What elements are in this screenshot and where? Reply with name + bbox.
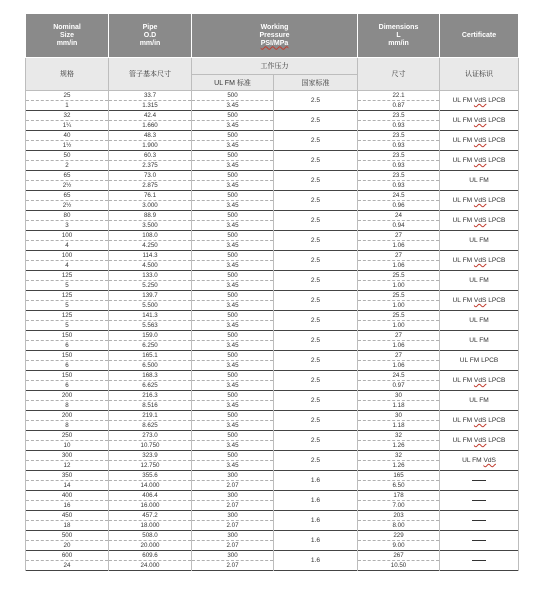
- table-row: [26, 271, 519, 281]
- od-mm-cell: 508.0: [109, 531, 192, 541]
- size-in-cell: 16: [26, 501, 109, 511]
- national-standard-cell: 2.5: [274, 451, 358, 471]
- national-standard-cell: 2.5: [274, 291, 358, 311]
- size-mm-cell: 150: [26, 331, 109, 341]
- psi-cell: 500: [192, 271, 274, 281]
- od-in-cell: 5.250: [109, 281, 192, 291]
- header-pipe-od: Pipe O.D mm/in: [109, 14, 192, 58]
- length-mm-cell: 32: [358, 431, 440, 441]
- table-row: [26, 471, 519, 481]
- length-in-cell: 0.93: [358, 161, 440, 171]
- national-standard-cell: 2.5: [274, 231, 358, 251]
- od-mm-cell: 141.3: [109, 311, 192, 321]
- od-in-cell: 6.625: [109, 381, 192, 391]
- psi-cell: 500: [192, 151, 274, 161]
- certificate-cell: UL FM VdS LPCB: [440, 431, 519, 451]
- size-mm-cell: 125: [26, 291, 109, 301]
- size-mm-cell: 100: [26, 251, 109, 261]
- length-mm-cell: 27: [358, 231, 440, 241]
- mpa-cell: 3.45: [192, 381, 274, 391]
- mpa-cell: 3.45: [192, 341, 274, 351]
- size-mm-cell: 65: [26, 191, 109, 201]
- size-mm-cell: 250: [26, 431, 109, 441]
- od-mm-cell: 76.1: [109, 191, 192, 201]
- certificate-cell: UL FM VdS LPCB: [440, 111, 519, 131]
- no-certificate-dash: [472, 500, 486, 501]
- national-standard-cell: 1.6: [274, 531, 358, 551]
- mpa-cell: 2.07: [192, 541, 274, 551]
- od-in-cell: 14.000: [109, 481, 192, 491]
- mpa-cell: 3.45: [192, 461, 274, 471]
- size-in-cell: 1¼: [26, 121, 109, 131]
- od-in-cell: 3.500: [109, 221, 192, 231]
- size-mm-cell: 150: [26, 351, 109, 361]
- mpa-cell: 3.45: [192, 101, 274, 111]
- od-mm-cell: 323.9: [109, 451, 192, 461]
- size-in-cell: 1½: [26, 141, 109, 151]
- od-in-cell: 8.516: [109, 401, 192, 411]
- table-row: [26, 191, 519, 201]
- psi-cell: 500: [192, 331, 274, 341]
- size-mm-cell: 125: [26, 271, 109, 281]
- table-row: [26, 351, 519, 361]
- od-mm-cell: 108.0: [109, 231, 192, 241]
- length-mm-cell: 27: [358, 351, 440, 361]
- psi-cell: 500: [192, 111, 274, 121]
- od-in-cell: 18.000: [109, 521, 192, 531]
- size-mm-cell: 40: [26, 131, 109, 141]
- length-in-cell: 0.87: [358, 101, 440, 111]
- size-mm-cell: 100: [26, 231, 109, 241]
- table-row: [26, 451, 519, 461]
- certificate-cell: UL FM: [440, 391, 519, 411]
- od-in-cell: 12.750: [109, 461, 192, 471]
- national-standard-cell: 2.5: [274, 211, 358, 231]
- table-row: [26, 511, 519, 521]
- table-row: [26, 331, 519, 341]
- national-standard-cell: 2.5: [274, 431, 358, 451]
- od-mm-cell: 133.0: [109, 271, 192, 281]
- size-mm-cell: 500: [26, 531, 109, 541]
- od-in-cell: 8.625: [109, 421, 192, 431]
- chinese-header-row: [26, 58, 519, 75]
- certificate-cell: UL FM VdS LPCB: [440, 251, 519, 271]
- size-mm-cell: 600: [26, 551, 109, 561]
- certificate-cell: UL FM VdS LPCB: [440, 291, 519, 311]
- psi-cell: 500: [192, 231, 274, 241]
- od-in-cell: 4.250: [109, 241, 192, 251]
- table-row: [26, 171, 519, 181]
- header-cn-national: 国家标准: [274, 75, 358, 91]
- mpa-cell: 3.45: [192, 441, 274, 451]
- certificate-cell: UL FM: [440, 171, 519, 191]
- size-in-cell: 18: [26, 521, 109, 531]
- length-in-cell: 1.06: [358, 341, 440, 351]
- table-row: [26, 131, 519, 141]
- header-working-pressure: Working Pressure PSI/MPa: [192, 14, 358, 58]
- mpa-cell: 3.45: [192, 401, 274, 411]
- od-in-cell: 20.000: [109, 541, 192, 551]
- length-mm-cell: 27: [358, 251, 440, 261]
- length-mm-cell: 30: [358, 411, 440, 421]
- size-mm-cell: 200: [26, 391, 109, 401]
- od-mm-cell: 73.0: [109, 171, 192, 181]
- mpa-cell: 3.45: [192, 301, 274, 311]
- length-mm-cell: 24: [358, 211, 440, 221]
- certificate-cell: UL FM VdS LPCB: [440, 211, 519, 231]
- certificate-cell: UL FM: [440, 271, 519, 291]
- od-in-cell: 2.375: [109, 161, 192, 171]
- od-mm-cell: 273.0: [109, 431, 192, 441]
- certificate-cell: UL FM VdS LPCB: [440, 151, 519, 171]
- size-in-cell: 24: [26, 561, 109, 571]
- od-mm-cell: 33.7: [109, 91, 192, 101]
- length-in-cell: 1.06: [358, 261, 440, 271]
- psi-cell: 500: [192, 171, 274, 181]
- psi-cell: 500: [192, 391, 274, 401]
- mpa-cell: 3.45: [192, 201, 274, 211]
- size-mm-cell: 450: [26, 511, 109, 521]
- size-in-cell: 1: [26, 101, 109, 111]
- mpa-cell: 2.07: [192, 481, 274, 491]
- header-cn-dimension: 尺寸: [358, 58, 440, 91]
- length-in-cell: 1.00: [358, 301, 440, 311]
- psi-cell: 500: [192, 411, 274, 421]
- psi-cell: 500: [192, 191, 274, 201]
- length-in-cell: 0.96: [358, 201, 440, 211]
- length-in-cell: 8.00: [358, 521, 440, 531]
- header-certificate: Certificate: [440, 14, 519, 58]
- table-row: [26, 431, 519, 441]
- certificate-cell: UL FM: [440, 231, 519, 251]
- length-in-cell: 0.94: [358, 221, 440, 231]
- od-in-cell: 5.563: [109, 321, 192, 331]
- psi-cell: 500: [192, 431, 274, 441]
- pipe-spec-sheet: [25, 13, 518, 571]
- no-certificate-dash: [472, 540, 486, 541]
- psi-cell: 500: [192, 371, 274, 381]
- od-in-cell: 3.000: [109, 201, 192, 211]
- national-standard-cell: 2.5: [274, 151, 358, 171]
- certificate-cell: UL FM VdS: [440, 451, 519, 471]
- size-in-cell: 6: [26, 361, 109, 371]
- length-mm-cell: 22.1: [358, 91, 440, 101]
- size-mm-cell: 350: [26, 471, 109, 481]
- psi-cell: 500: [192, 131, 274, 141]
- length-in-cell: 1.26: [358, 441, 440, 451]
- length-mm-cell: 165: [358, 471, 440, 481]
- certificate-cell: [440, 531, 519, 551]
- table-row: [26, 531, 519, 541]
- size-in-cell: 3: [26, 221, 109, 231]
- certificate-cell: UL FM LPCB: [440, 351, 519, 371]
- length-mm-cell: 229: [358, 531, 440, 541]
- certificate-cell: [440, 471, 519, 491]
- od-in-cell: 6.250: [109, 341, 192, 351]
- od-mm-cell: 48.3: [109, 131, 192, 141]
- table-row: [26, 311, 519, 321]
- psi-cell: 500: [192, 211, 274, 221]
- size-in-cell: 6: [26, 341, 109, 351]
- national-standard-cell: 1.6: [274, 511, 358, 531]
- od-mm-cell: 457.2: [109, 511, 192, 521]
- certificate-cell: UL FM: [440, 311, 519, 331]
- mpa-cell: 2.07: [192, 561, 274, 571]
- size-in-cell: 4: [26, 261, 109, 271]
- size-mm-cell: 150: [26, 371, 109, 381]
- size-mm-cell: 80: [26, 211, 109, 221]
- certificate-cell: [440, 511, 519, 531]
- national-standard-cell: 1.6: [274, 551, 358, 571]
- national-standard-cell: 2.5: [274, 111, 358, 131]
- length-mm-cell: 23.5: [358, 171, 440, 181]
- length-in-cell: 6.50: [358, 481, 440, 491]
- length-mm-cell: 25.5: [358, 291, 440, 301]
- length-mm-cell: 30: [358, 391, 440, 401]
- national-standard-cell: 2.5: [274, 371, 358, 391]
- size-in-cell: 10: [26, 441, 109, 451]
- size-mm-cell: 32: [26, 111, 109, 121]
- length-in-cell: 7.00: [358, 501, 440, 511]
- size-mm-cell: 400: [26, 491, 109, 501]
- psi-cell: 500: [192, 451, 274, 461]
- size-in-cell: 6: [26, 381, 109, 391]
- mpa-cell: 3.45: [192, 141, 274, 151]
- table-row: [26, 111, 519, 121]
- header-nominal-size: Nominal Size mm/in: [26, 14, 109, 58]
- no-certificate-dash: [472, 480, 486, 481]
- size-mm-cell: 300: [26, 451, 109, 461]
- od-in-cell: 24.000: [109, 561, 192, 571]
- table-row: [26, 551, 519, 561]
- psi-cell: 500: [192, 351, 274, 361]
- table-row: [26, 411, 519, 421]
- table-row: [26, 371, 519, 381]
- od-mm-cell: 165.1: [109, 351, 192, 361]
- od-mm-cell: 609.6: [109, 551, 192, 561]
- length-mm-cell: 23.5: [358, 111, 440, 121]
- mpa-cell: 3.45: [192, 121, 274, 131]
- size-mm-cell: 25: [26, 91, 109, 101]
- size-in-cell: 2½: [26, 201, 109, 211]
- header-cn-certificate: 认证标识: [440, 58, 519, 91]
- mpa-cell: 3.45: [192, 161, 274, 171]
- national-standard-cell: 2.5: [274, 331, 358, 351]
- od-in-cell: 6.500: [109, 361, 192, 371]
- od-in-cell: 4.500: [109, 261, 192, 271]
- national-standard-cell: 2.5: [274, 251, 358, 271]
- length-in-cell: 1.26: [358, 461, 440, 471]
- length-in-cell: 10.50: [358, 561, 440, 571]
- mpa-cell: 2.07: [192, 501, 274, 511]
- od-mm-cell: 216.3: [109, 391, 192, 401]
- length-in-cell: 1.18: [358, 401, 440, 411]
- length-mm-cell: 24.5: [358, 371, 440, 381]
- header-cn-size: 规格: [26, 58, 109, 91]
- size-in-cell: 5: [26, 321, 109, 331]
- size-in-cell: 2½: [26, 181, 109, 191]
- length-mm-cell: 23.5: [358, 131, 440, 141]
- length-mm-cell: 23.5: [358, 151, 440, 161]
- header-cn-ulfm: UL FM 标准: [192, 75, 274, 91]
- length-in-cell: 0.93: [358, 121, 440, 131]
- mpa-cell: 3.45: [192, 221, 274, 231]
- table-row: [26, 291, 519, 301]
- national-standard-cell: 2.5: [274, 91, 358, 111]
- mpa-cell: 3.45: [192, 281, 274, 291]
- national-standard-cell: 1.6: [274, 491, 358, 511]
- size-mm-cell: 200: [26, 411, 109, 421]
- mpa-cell: 2.07: [192, 521, 274, 531]
- certificate-cell: [440, 551, 519, 571]
- national-standard-cell: 2.5: [274, 191, 358, 211]
- length-mm-cell: 267: [358, 551, 440, 561]
- od-mm-cell: 219.1: [109, 411, 192, 421]
- mpa-cell: 3.45: [192, 361, 274, 371]
- national-standard-cell: 2.5: [274, 311, 358, 331]
- length-mm-cell: 25.5: [358, 311, 440, 321]
- table-row: [26, 491, 519, 501]
- psi-cell: 500: [192, 291, 274, 301]
- certificate-cell: UL FM VdS LPCB: [440, 131, 519, 151]
- table-row: [26, 251, 519, 261]
- length-in-cell: 0.97: [358, 381, 440, 391]
- psi-cell: 500: [192, 311, 274, 321]
- certificate-cell: [440, 491, 519, 511]
- certificate-cell: UL FM: [440, 331, 519, 351]
- header-cn-od: 管子基本尺寸: [109, 58, 192, 91]
- length-in-cell: 1.06: [358, 241, 440, 251]
- length-in-cell: 1.06: [358, 361, 440, 371]
- no-certificate-dash: [472, 560, 486, 561]
- length-mm-cell: 203: [358, 511, 440, 521]
- national-standard-cell: 2.5: [274, 131, 358, 151]
- size-in-cell: 8: [26, 421, 109, 431]
- od-mm-cell: 114.3: [109, 251, 192, 261]
- od-mm-cell: 88.9: [109, 211, 192, 221]
- od-mm-cell: 60.3: [109, 151, 192, 161]
- od-in-cell: 1.315: [109, 101, 192, 111]
- length-in-cell: 0.93: [358, 181, 440, 191]
- psi-cell: 300: [192, 551, 274, 561]
- header-dimensions: Dimensions L mm/in: [358, 14, 440, 58]
- size-mm-cell: 125: [26, 311, 109, 321]
- od-in-cell: 16.000: [109, 501, 192, 511]
- od-mm-cell: 355.6: [109, 471, 192, 481]
- psi-cell: 300: [192, 471, 274, 481]
- length-mm-cell: 178: [358, 491, 440, 501]
- psi-cell: 300: [192, 511, 274, 521]
- national-standard-cell: 2.5: [274, 271, 358, 291]
- length-in-cell: 1.00: [358, 321, 440, 331]
- psi-cell: 500: [192, 91, 274, 101]
- table-row: [26, 151, 519, 161]
- length-mm-cell: 32: [358, 451, 440, 461]
- od-in-cell: 1.900: [109, 141, 192, 151]
- size-in-cell: 5: [26, 281, 109, 291]
- length-mm-cell: 24.5: [358, 191, 440, 201]
- table-row: [26, 231, 519, 241]
- certificate-cell: UL FM VdS LPCB: [440, 191, 519, 211]
- certificate-cell: UL FM VdS LPCB: [440, 411, 519, 431]
- national-standard-cell: 2.5: [274, 351, 358, 371]
- spec-table: [25, 13, 519, 571]
- english-header-row: [26, 14, 519, 58]
- length-in-cell: 9.00: [358, 541, 440, 551]
- size-in-cell: 14: [26, 481, 109, 491]
- length-in-cell: 1.18: [358, 421, 440, 431]
- psi-cell: 300: [192, 531, 274, 541]
- national-standard-cell: 1.6: [274, 471, 358, 491]
- mpa-cell: 3.45: [192, 321, 274, 331]
- table-row: [26, 211, 519, 221]
- length-mm-cell: 25.5: [358, 271, 440, 281]
- table-row: [26, 91, 519, 101]
- spec-rows: [26, 91, 519, 571]
- national-standard-cell: 2.5: [274, 391, 358, 411]
- size-in-cell: 4: [26, 241, 109, 251]
- size-in-cell: 8: [26, 401, 109, 411]
- od-mm-cell: 168.3: [109, 371, 192, 381]
- header-cn-pressure: 工作压力: [192, 58, 358, 75]
- no-certificate-dash: [472, 520, 486, 521]
- certificate-cell: UL FM VdS LPCB: [440, 91, 519, 111]
- od-mm-cell: 139.7: [109, 291, 192, 301]
- mpa-cell: 3.45: [192, 421, 274, 431]
- certificate-cell: UL FM VdS LPCB: [440, 371, 519, 391]
- size-in-cell: 12: [26, 461, 109, 471]
- size-mm-cell: 65: [26, 171, 109, 181]
- mpa-cell: 3.45: [192, 181, 274, 191]
- length-in-cell: 1.00: [358, 281, 440, 291]
- od-in-cell: 2.875: [109, 181, 192, 191]
- od-in-cell: 1.660: [109, 121, 192, 131]
- length-mm-cell: 27: [358, 331, 440, 341]
- psi-cell: 300: [192, 491, 274, 501]
- size-in-cell: 5: [26, 301, 109, 311]
- od-mm-cell: 159.0: [109, 331, 192, 341]
- size-in-cell: 2: [26, 161, 109, 171]
- national-standard-cell: 2.5: [274, 411, 358, 431]
- table-row: [26, 391, 519, 401]
- size-mm-cell: 50: [26, 151, 109, 161]
- national-standard-cell: 2.5: [274, 171, 358, 191]
- od-mm-cell: 42.4: [109, 111, 192, 121]
- od-in-cell: 10.750: [109, 441, 192, 451]
- mpa-cell: 3.45: [192, 241, 274, 251]
- psi-cell: 500: [192, 251, 274, 261]
- mpa-cell: 3.45: [192, 261, 274, 271]
- od-mm-cell: 406.4: [109, 491, 192, 501]
- length-in-cell: 0.93: [358, 141, 440, 151]
- od-in-cell: 5.500: [109, 301, 192, 311]
- size-in-cell: 20: [26, 541, 109, 551]
